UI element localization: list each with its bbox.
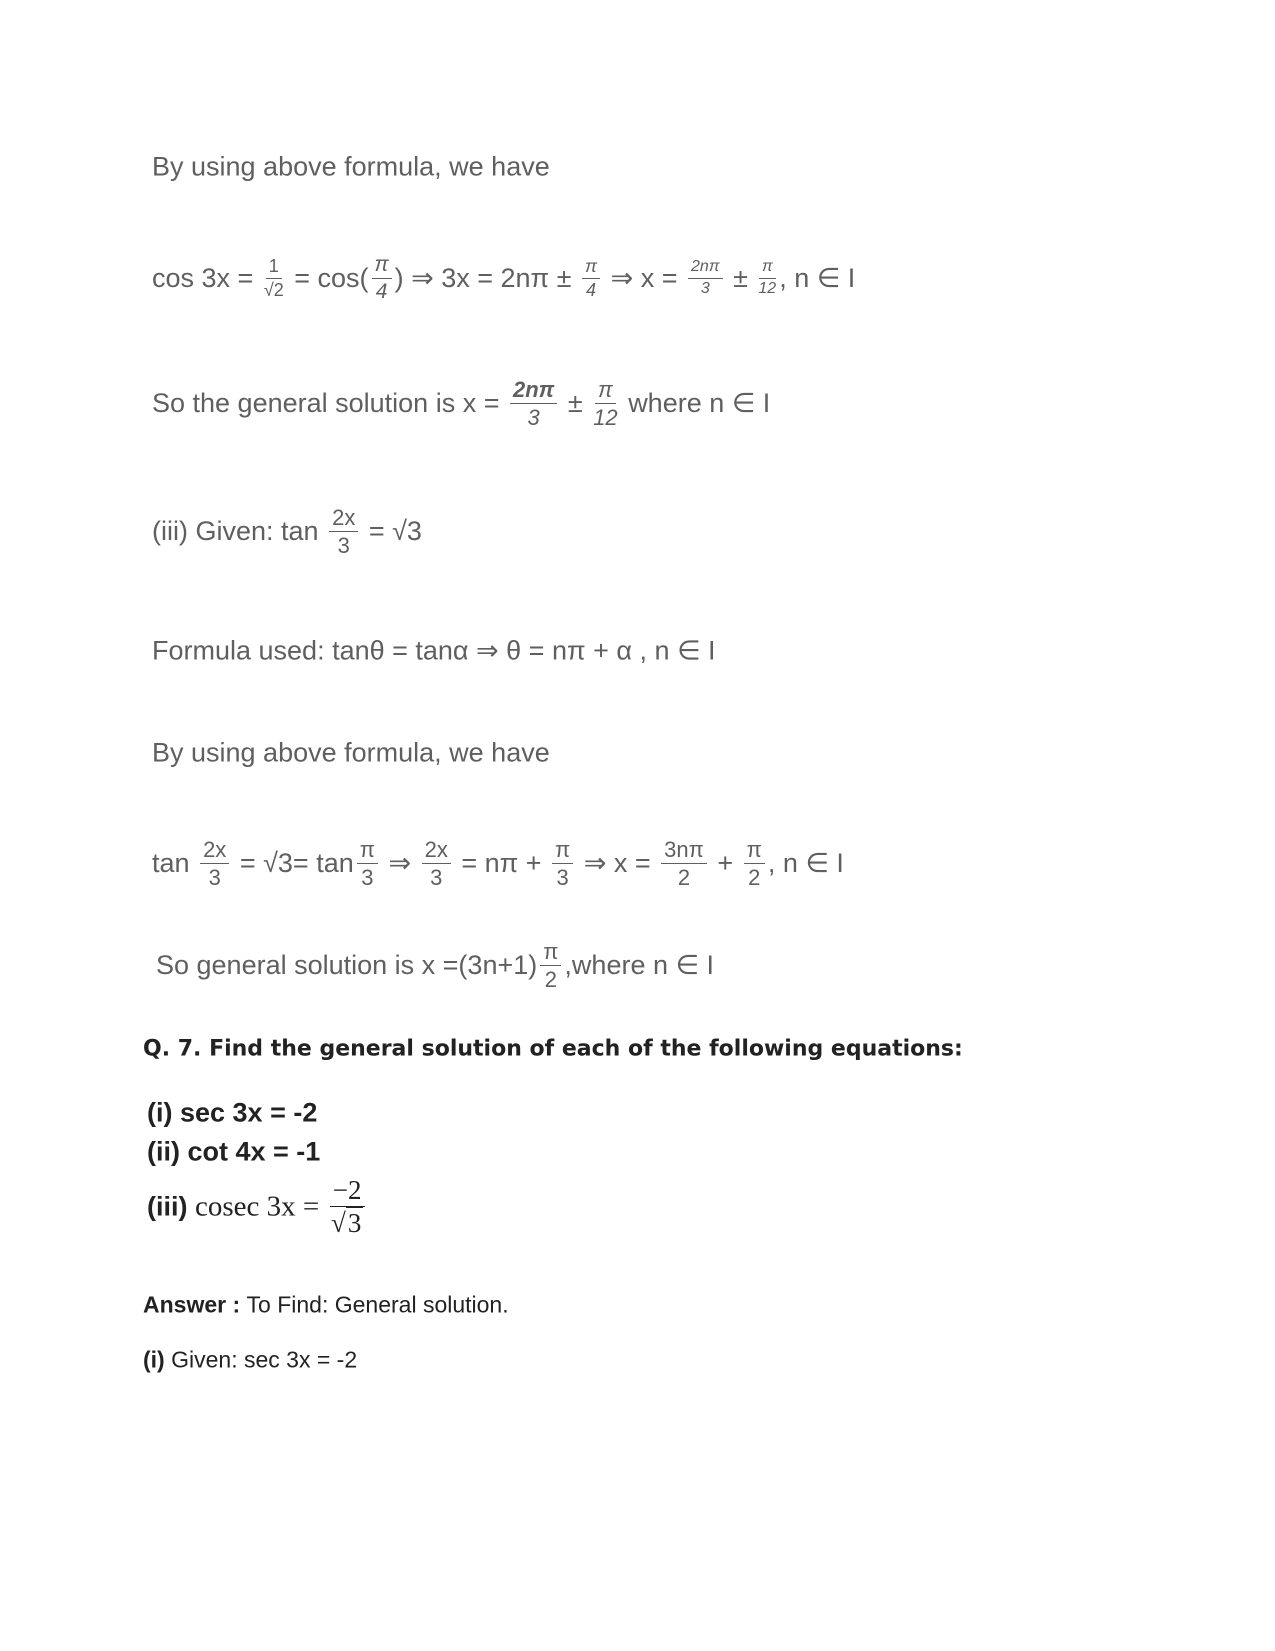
- intro-text-2: By using above formula, we have: [152, 737, 550, 768]
- formula-used: Formula used: tanθ = tanα ⇒ θ = nπ + α , n ∈ I: [152, 635, 716, 666]
- fraction: $\frac{2x}{3}$: [200, 838, 229, 889]
- general-solution-iii: So general solution is x =(3n+1) $\frac{\pi}{2}$ ,where n ∈ I: [156, 939, 715, 993]
- fraction: $\frac{\pi}{12}$: [593, 377, 618, 431]
- answer-line: Answer : To Find: General solution.: [143, 1291, 509, 1318]
- question-item-1: (i) sec 3x = -2: [147, 1097, 318, 1128]
- question-heading: Q. 7. Find the general solution of each of the following equations:: [143, 1036, 963, 1062]
- fraction: $\frac{\pi}{3}$: [357, 838, 378, 889]
- given-iii: (iii) Given: tan $\frac{2x}{3}$ = √3: [152, 505, 422, 559]
- fraction: $\frac{2n\pi}{3}$: [688, 259, 723, 298]
- answer-part-i: (i) Given: sec 3x = -2: [143, 1346, 358, 1373]
- question-item-2: (ii) cot 4x = -1: [147, 1136, 321, 1167]
- tan-equation: tan $\frac{2x}{3}$ = √3= tan $\frac{\pi}{3}$ ⇒ $\frac{2x}{3}$ = nπ + $\frac{\pi}{3}$ ⇒ x = $\frac{3n\pi}{2}$ + $\frac{\pi}{2}$ , n ∈ I: [152, 837, 844, 891]
- fraction: $\frac{\pi}{12}$: [758, 258, 777, 298]
- intro-text-1: By using above formula, we have: [152, 151, 550, 182]
- sqrt-symbol: √: [331, 1208, 346, 1239]
- fraction: $\frac{2n\pi}{3}$: [510, 378, 557, 429]
- fraction: $\frac{3n\pi}{2}$: [661, 838, 707, 889]
- cos-equation: cos 3x = $\frac{1}{√2}$ = cos( $\frac{\pi}{4}$ ) ⇒ 3x = 2nπ ± $\frac{\pi}{4}$ ⇒ x = $\frac{2n\pi}{3}$ ± $\frac{\pi}{12}$ , n ∈ I: [152, 253, 856, 304]
- question-item-3: (iii) cosec 3x = $\frac{-2}{√3}$: [147, 1176, 368, 1238]
- fraction: $\frac{1}{√2}$: [263, 256, 284, 301]
- fraction: $\frac{2x}{3}$: [422, 838, 451, 889]
- fraction: $\frac{\pi}{3}$: [552, 838, 573, 889]
- fraction: $\frac{-2}{√3}$: [330, 1176, 365, 1238]
- general-solution-1: So the general solution is x = $\frac{2n\pi}{3}$ ± $\frac{\pi}{12}$ where n ∈ I: [152, 377, 771, 431]
- fraction: $\frac{\pi}{4}$: [372, 254, 392, 303]
- fraction: $\frac{\pi}{2}$: [540, 940, 561, 991]
- fraction: $\frac{2x}{3}$: [329, 506, 358, 557]
- fraction: $\frac{\pi}{2}$: [744, 838, 765, 889]
- fraction: $\frac{\pi}{4}$: [582, 257, 600, 300]
